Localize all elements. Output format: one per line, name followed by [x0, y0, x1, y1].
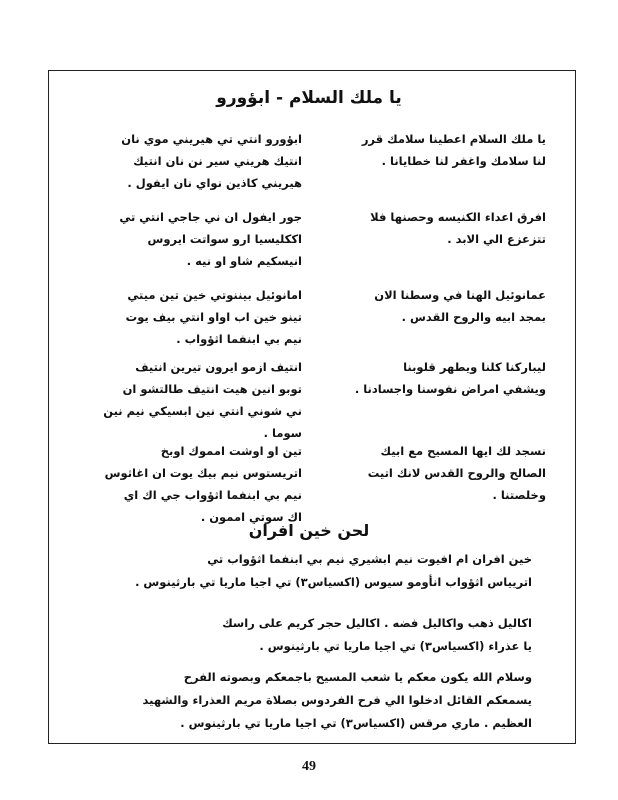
verse-line: امانوئيل بيننوتي خين تين ميتي	[127, 288, 302, 302]
verse-line: نيم بي ابنفما اثؤواب .	[176, 332, 302, 346]
verse-line: نيم بي ابنفما اثؤواب جي اك اي	[123, 488, 302, 502]
hymn-paragraph-3	[100, 666, 532, 735]
hymn-line: يسمعكم القائل ادخلوا الي فرح الفردوس بصلاة مريم العذراء والشهيد	[142, 693, 532, 707]
verse-line: سوما .	[263, 426, 302, 440]
stanza-4-translation	[355, 356, 546, 400]
verse-line: يا ملك السلام اعطينا سلامك قرر	[361, 132, 546, 146]
verse-line: انتيف ازمو ايرون تيرين انتيف	[135, 360, 302, 374]
verse-line: ابؤورو انتي تي هيريني موي نان	[121, 132, 302, 146]
verse-line: ني شوني انتي نين ابسيكي نيم نين	[103, 404, 302, 418]
verse-line: ليباركنا كلنا ويطهر قلوبنا	[403, 360, 546, 374]
hymn-line: خين افران ام افيوت نيم ابشيري نيم بي ابنفما اثؤواب تي	[207, 552, 532, 566]
verse-line: انتيك هريني سير نن نان انتيك	[133, 154, 302, 168]
stanza-1-transliteration	[121, 128, 302, 194]
verse-line: هيريني كاذين نواي نان ايفول .	[127, 176, 302, 190]
verse-line: تتزعزع الي الابد .	[447, 232, 546, 246]
verse-line: اككليسيا ارو سواتت ايروس	[147, 232, 302, 246]
hymn-line: يا عذراء (اكسياس٣) تي اجيا ماريا تي بارثينوس .	[259, 639, 532, 653]
verse-line: تينو خين اب اواو انتي بيف يوت	[125, 310, 302, 324]
verse-line: افرق اعداء الكنيسه وحصنها فلا	[370, 210, 546, 224]
hymn-line: وسلام الله يكون معكم يا شعب المسيح باجمعكم وبصوته الفرح	[183, 670, 532, 684]
hymn-paragraph-2	[100, 612, 532, 658]
hymn-line: اكاليل ذهب واكاليل فضه . اكاليل حجر كريم على راسك	[222, 616, 532, 630]
stanza-2-translation	[370, 206, 546, 250]
verse-line: اتريستوس نيم بيك يوت ان اغاثوس	[104, 466, 302, 480]
stanza-4-transliteration	[103, 356, 302, 444]
verse-line: الصالح والروح القدس لانك اتيت	[367, 466, 546, 480]
hymn-line: اتريياس اثؤواب انأومو سيوس (اكسياس٣) تي اجيا ماريا تي بارثينوس .	[135, 575, 532, 589]
verse-line: بمجد ابيه والروح القدس .	[401, 310, 546, 324]
stanza-5-transliteration	[105, 440, 302, 528]
page-title: يا ملك السلام - ابؤورو	[216, 88, 402, 108]
stanza-5-translation	[368, 440, 546, 506]
stanza-2-transliteration	[119, 206, 302, 272]
verse-line: نسجد لك ايها المسيح مع ابيك	[380, 444, 546, 458]
verse-line: عمانوئيل الهنا في وسطنا الان	[374, 288, 546, 302]
verse-line: وخلصتنا .	[492, 488, 546, 502]
verse-line: لنا سلامك واغفر لنا خطايانا .	[381, 154, 546, 168]
verse-line: ويشفي امراض نفوسنا واجسادنا .	[354, 382, 546, 396]
hymn-line: العظيم . ماري مرقس (اكسياس٣) تي اجيا ماريا تي بارثينوس .	[180, 716, 532, 730]
verse-line: جور ايفول ان ني جاجي انتي تي	[119, 210, 302, 224]
hymn-title: لحن خين افران	[248, 521, 370, 540]
stanza-3-translation	[374, 284, 546, 328]
verse-line: تين او اوشت امموك اوبخ	[160, 444, 302, 458]
stanza-3-transliteration	[126, 284, 302, 350]
hymn-paragraph-1	[100, 548, 532, 594]
page-number: 49	[302, 759, 316, 774]
stanza-1-translation	[362, 128, 546, 172]
verse-line: اك سوتي اممون .	[200, 510, 302, 524]
verse-line: توبو انين هيت انتيف طالتشو ان	[122, 382, 302, 396]
verse-line: انيسكيم شاو او نيه .	[186, 254, 302, 268]
